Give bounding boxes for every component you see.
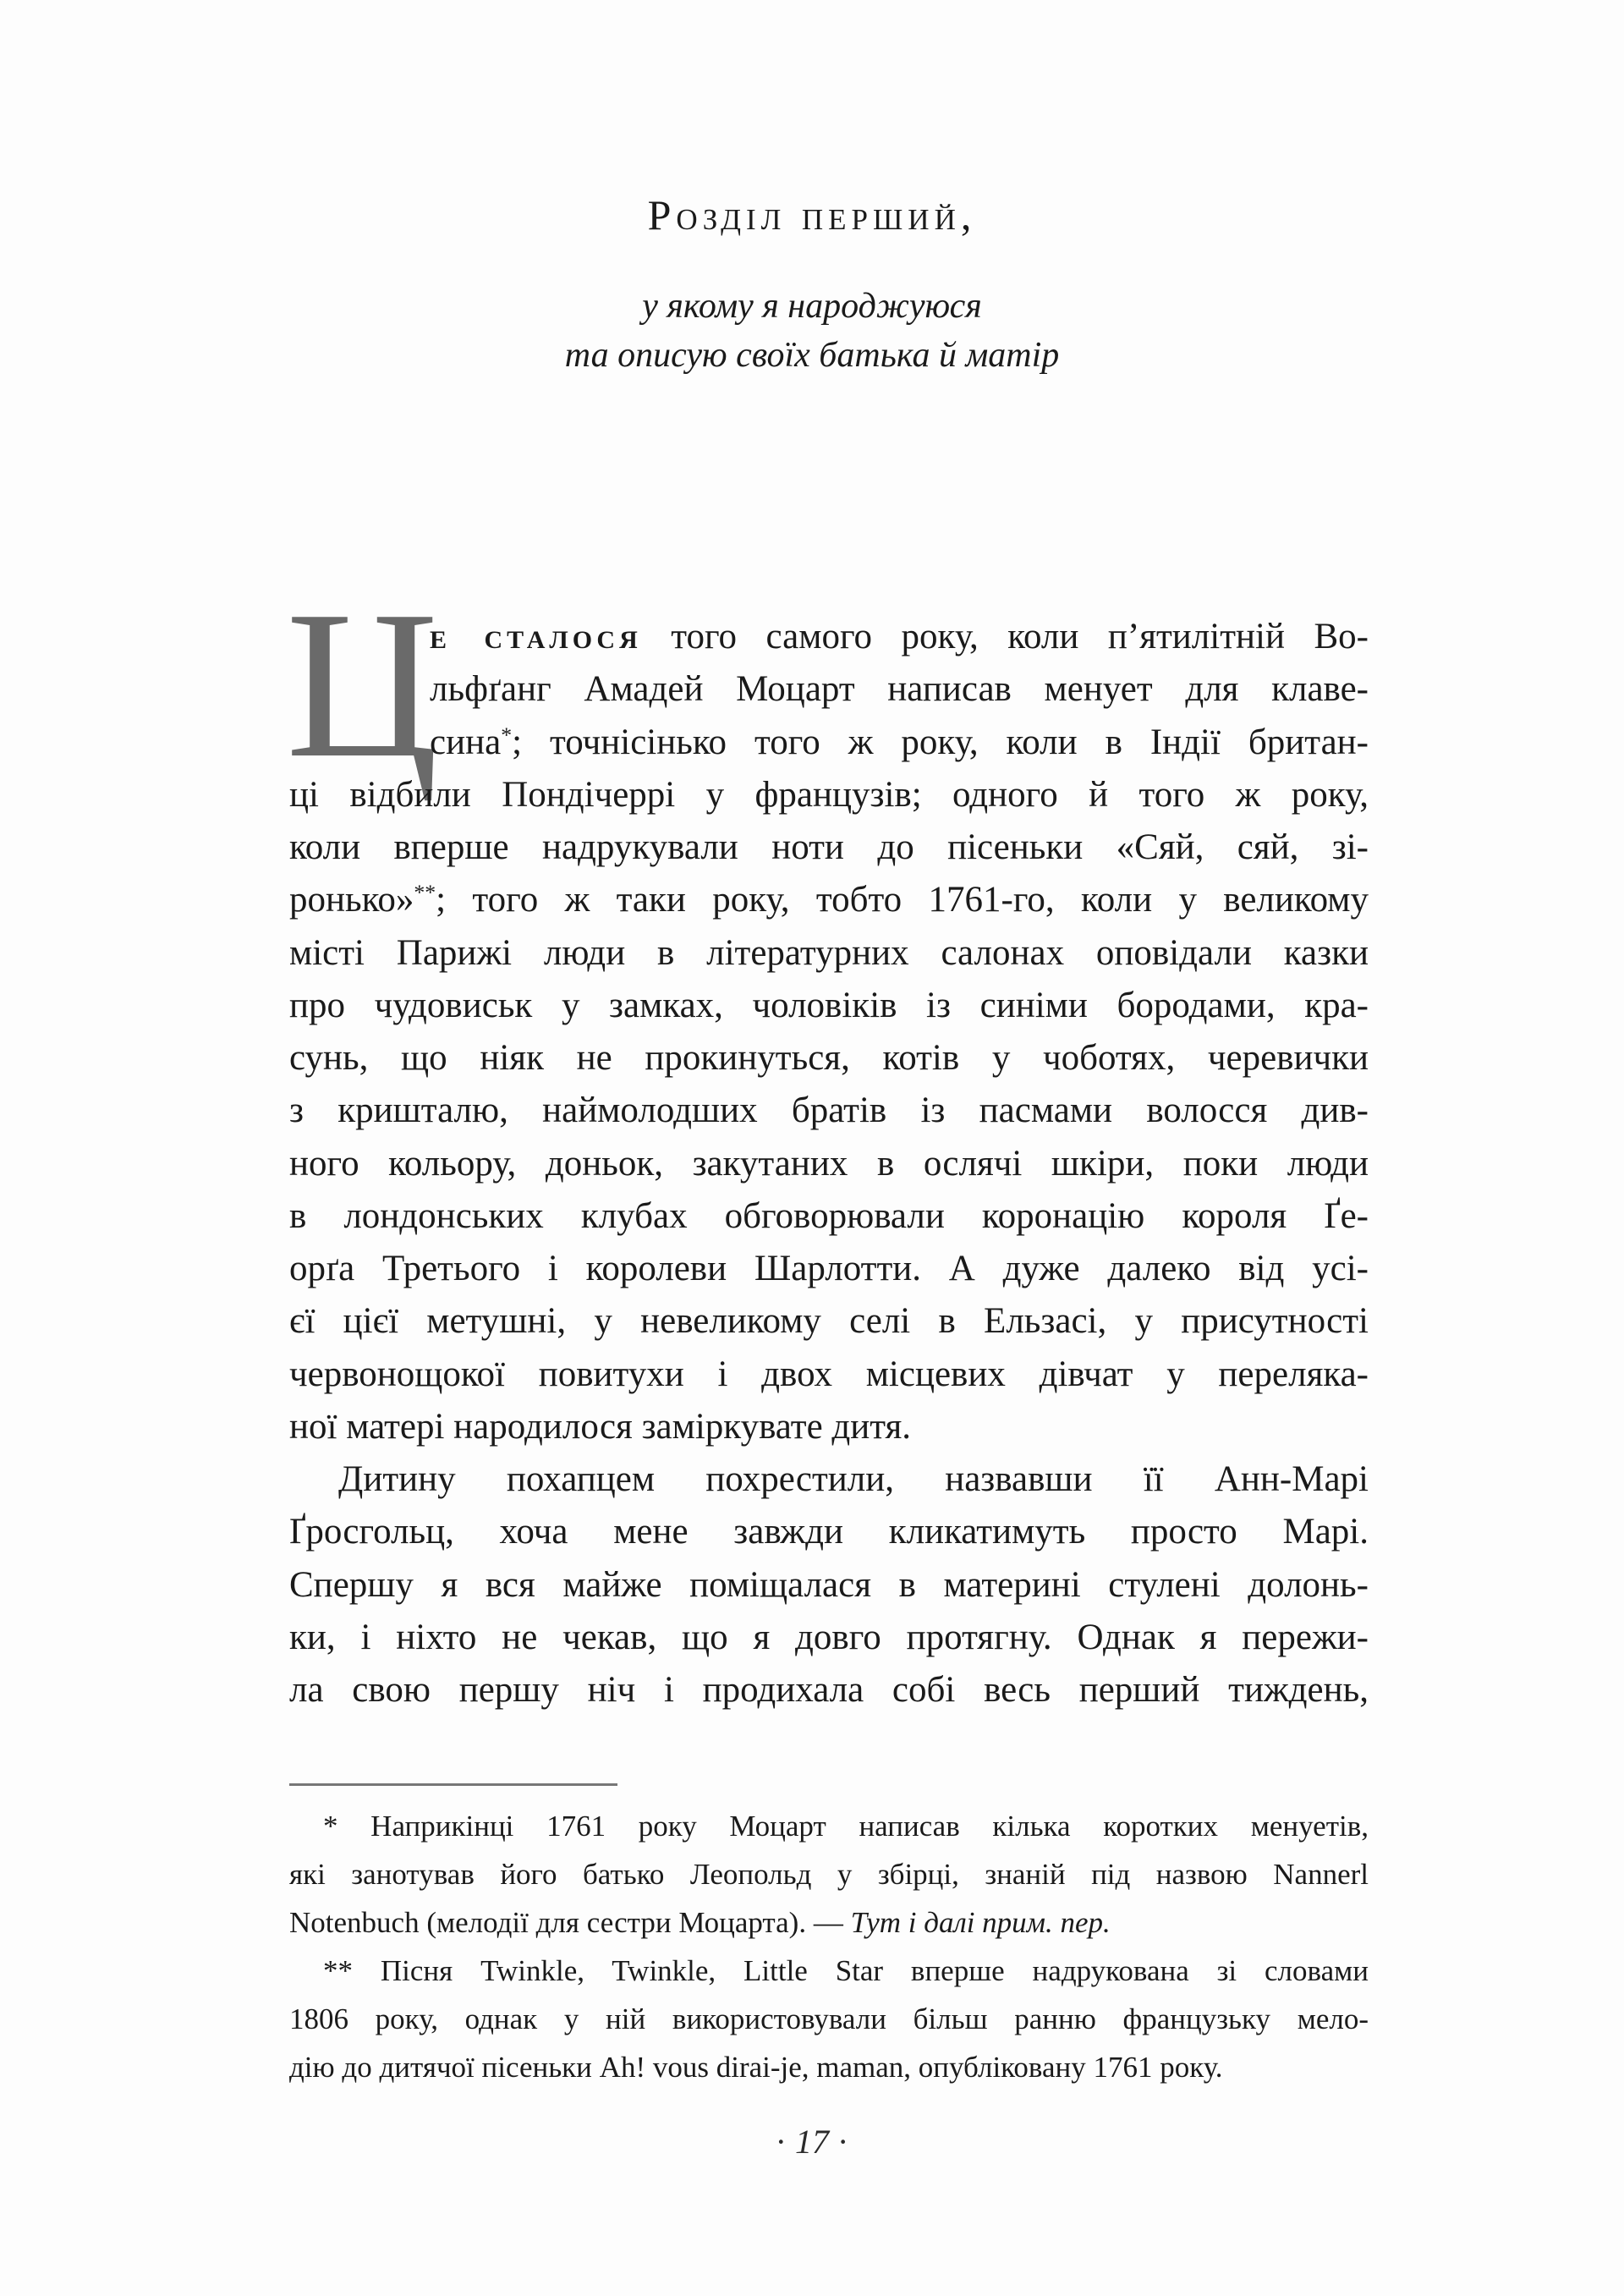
footnote-marker: * xyxy=(323,1810,338,1843)
text-line: ла свою першу ніч і продихала собі весь перший тиждень, xyxy=(289,1670,1369,1710)
footnote-marker[interactable]: * xyxy=(501,722,513,747)
lead-in-smallcaps: е сталося xyxy=(430,617,642,656)
text-line: червонощокої повитухи і двох місцевих дівчат у переляка- xyxy=(289,1354,1369,1394)
text-line: коли вперше надрукували ноти до пісеньки «Сяй, сяй, зі- xyxy=(289,827,1369,867)
translator-note: Тут і далі прим. пер. xyxy=(850,1906,1111,1939)
text-line: Ґросгольц, хоча мене завжди кликатимуть просто Марі. xyxy=(289,1512,1369,1552)
text-run: Наприкінці 1761 року Моцарт написав кілька коротких менуетів, xyxy=(337,1810,1369,1843)
footnote-1 xyxy=(289,1802,1369,1850)
text-line xyxy=(289,874,1369,926)
footnote-line: які занотував його батько Леопольд у збірці, знаній під назвою Nannerl xyxy=(289,1858,1369,1891)
text-run: сина xyxy=(430,722,502,762)
body-text xyxy=(289,611,1369,1717)
text-line: з кришталю, наймолодших братів із пасмами волосся див- xyxy=(289,1090,1369,1131)
text-line: льфґанг Амадей Моцарт написав менует для клаве- xyxy=(430,669,1369,710)
text-run: Notenbuch (мелодії для сестри Моцарта). — xyxy=(289,1906,851,1939)
footnote-line: 1806 року, однак у ній використовували більш ранню французьку мело- xyxy=(289,2002,1369,2035)
text-line: про чудовиськ у замках, чоловіків із синіми бородами, кра- xyxy=(289,985,1369,1025)
footnotes xyxy=(289,1802,1369,2091)
footnote-2 xyxy=(289,1947,1369,1995)
footnote-divider xyxy=(289,1783,617,1786)
text-line xyxy=(430,611,1369,663)
text-run: того самого року, коли п’ятилітній Во- xyxy=(641,617,1369,656)
footnote-marker[interactable]: ** xyxy=(414,880,436,905)
drop-cap: Ц xyxy=(286,568,439,802)
footnote-marker: ** xyxy=(323,1954,353,1987)
text-line: ці відбили Пондічеррі у французів; одного й того ж року, xyxy=(289,774,1369,815)
page-number-dot: · xyxy=(775,2123,787,2161)
text-run: ; того ж таки року, тобто 1761-го, коли у великому xyxy=(436,880,1369,920)
text-line: сунь, що ніяк не прокинуться, котів у чоботях, черевички xyxy=(289,1038,1369,1078)
text-line: місті Парижі люди в літературних салонах оповідали казки xyxy=(289,932,1369,973)
chapter-subtitle xyxy=(0,282,1624,380)
text-line: Дитину похапцем похрестили, назвавши її Анн-Марі xyxy=(338,1459,1369,1499)
footnote-line: дію до дитячої пісеньки Ah! vous dirai-je, maman, опубліковану 1761 року. xyxy=(289,2051,1223,2084)
page-number-dot: · xyxy=(837,2123,849,2161)
text-line: Спершу я вся майже поміщалася в материні стулені долонь- xyxy=(289,1564,1369,1605)
footnote-line xyxy=(289,1898,1369,1947)
text-line: єї цієї метушні, у невеликому селі в Ельзасі, у присутності xyxy=(289,1301,1369,1342)
page-number-value: 17 xyxy=(795,2123,829,2161)
chapter-subtitle-line: у якому я народжуюся xyxy=(642,287,982,326)
chapter-title: Розділ перший, xyxy=(647,191,977,239)
text-line: ки, і ніхто не чекав, що я довго протягну. Однак я пережи- xyxy=(289,1617,1369,1657)
text-run: ; точнісінько того ж року, коли в Індії британ- xyxy=(512,722,1369,762)
text-line: ної матері народилося заміркувате дитя. xyxy=(289,1406,912,1447)
text-run: Пісня Twinkle, Twinkle, Little Star вперше надрукована зі словами xyxy=(353,1954,1369,1987)
page-number xyxy=(0,2122,1624,2161)
text-line xyxy=(430,717,1369,769)
text-line: орґа Третього і королеви Шарлотти. А дуже далеко від усі- xyxy=(289,1249,1369,1288)
chapter-subtitle-line: та описую своїх батька й матір xyxy=(564,336,1060,375)
text-line: ного кольору, доньок, закутаних в ослячі шкіри, поки люди xyxy=(289,1143,1369,1184)
text-run: ронько» xyxy=(289,880,414,920)
text-line: в лондонських клубах обговорювали коронацію короля Ґе- xyxy=(289,1195,1369,1236)
